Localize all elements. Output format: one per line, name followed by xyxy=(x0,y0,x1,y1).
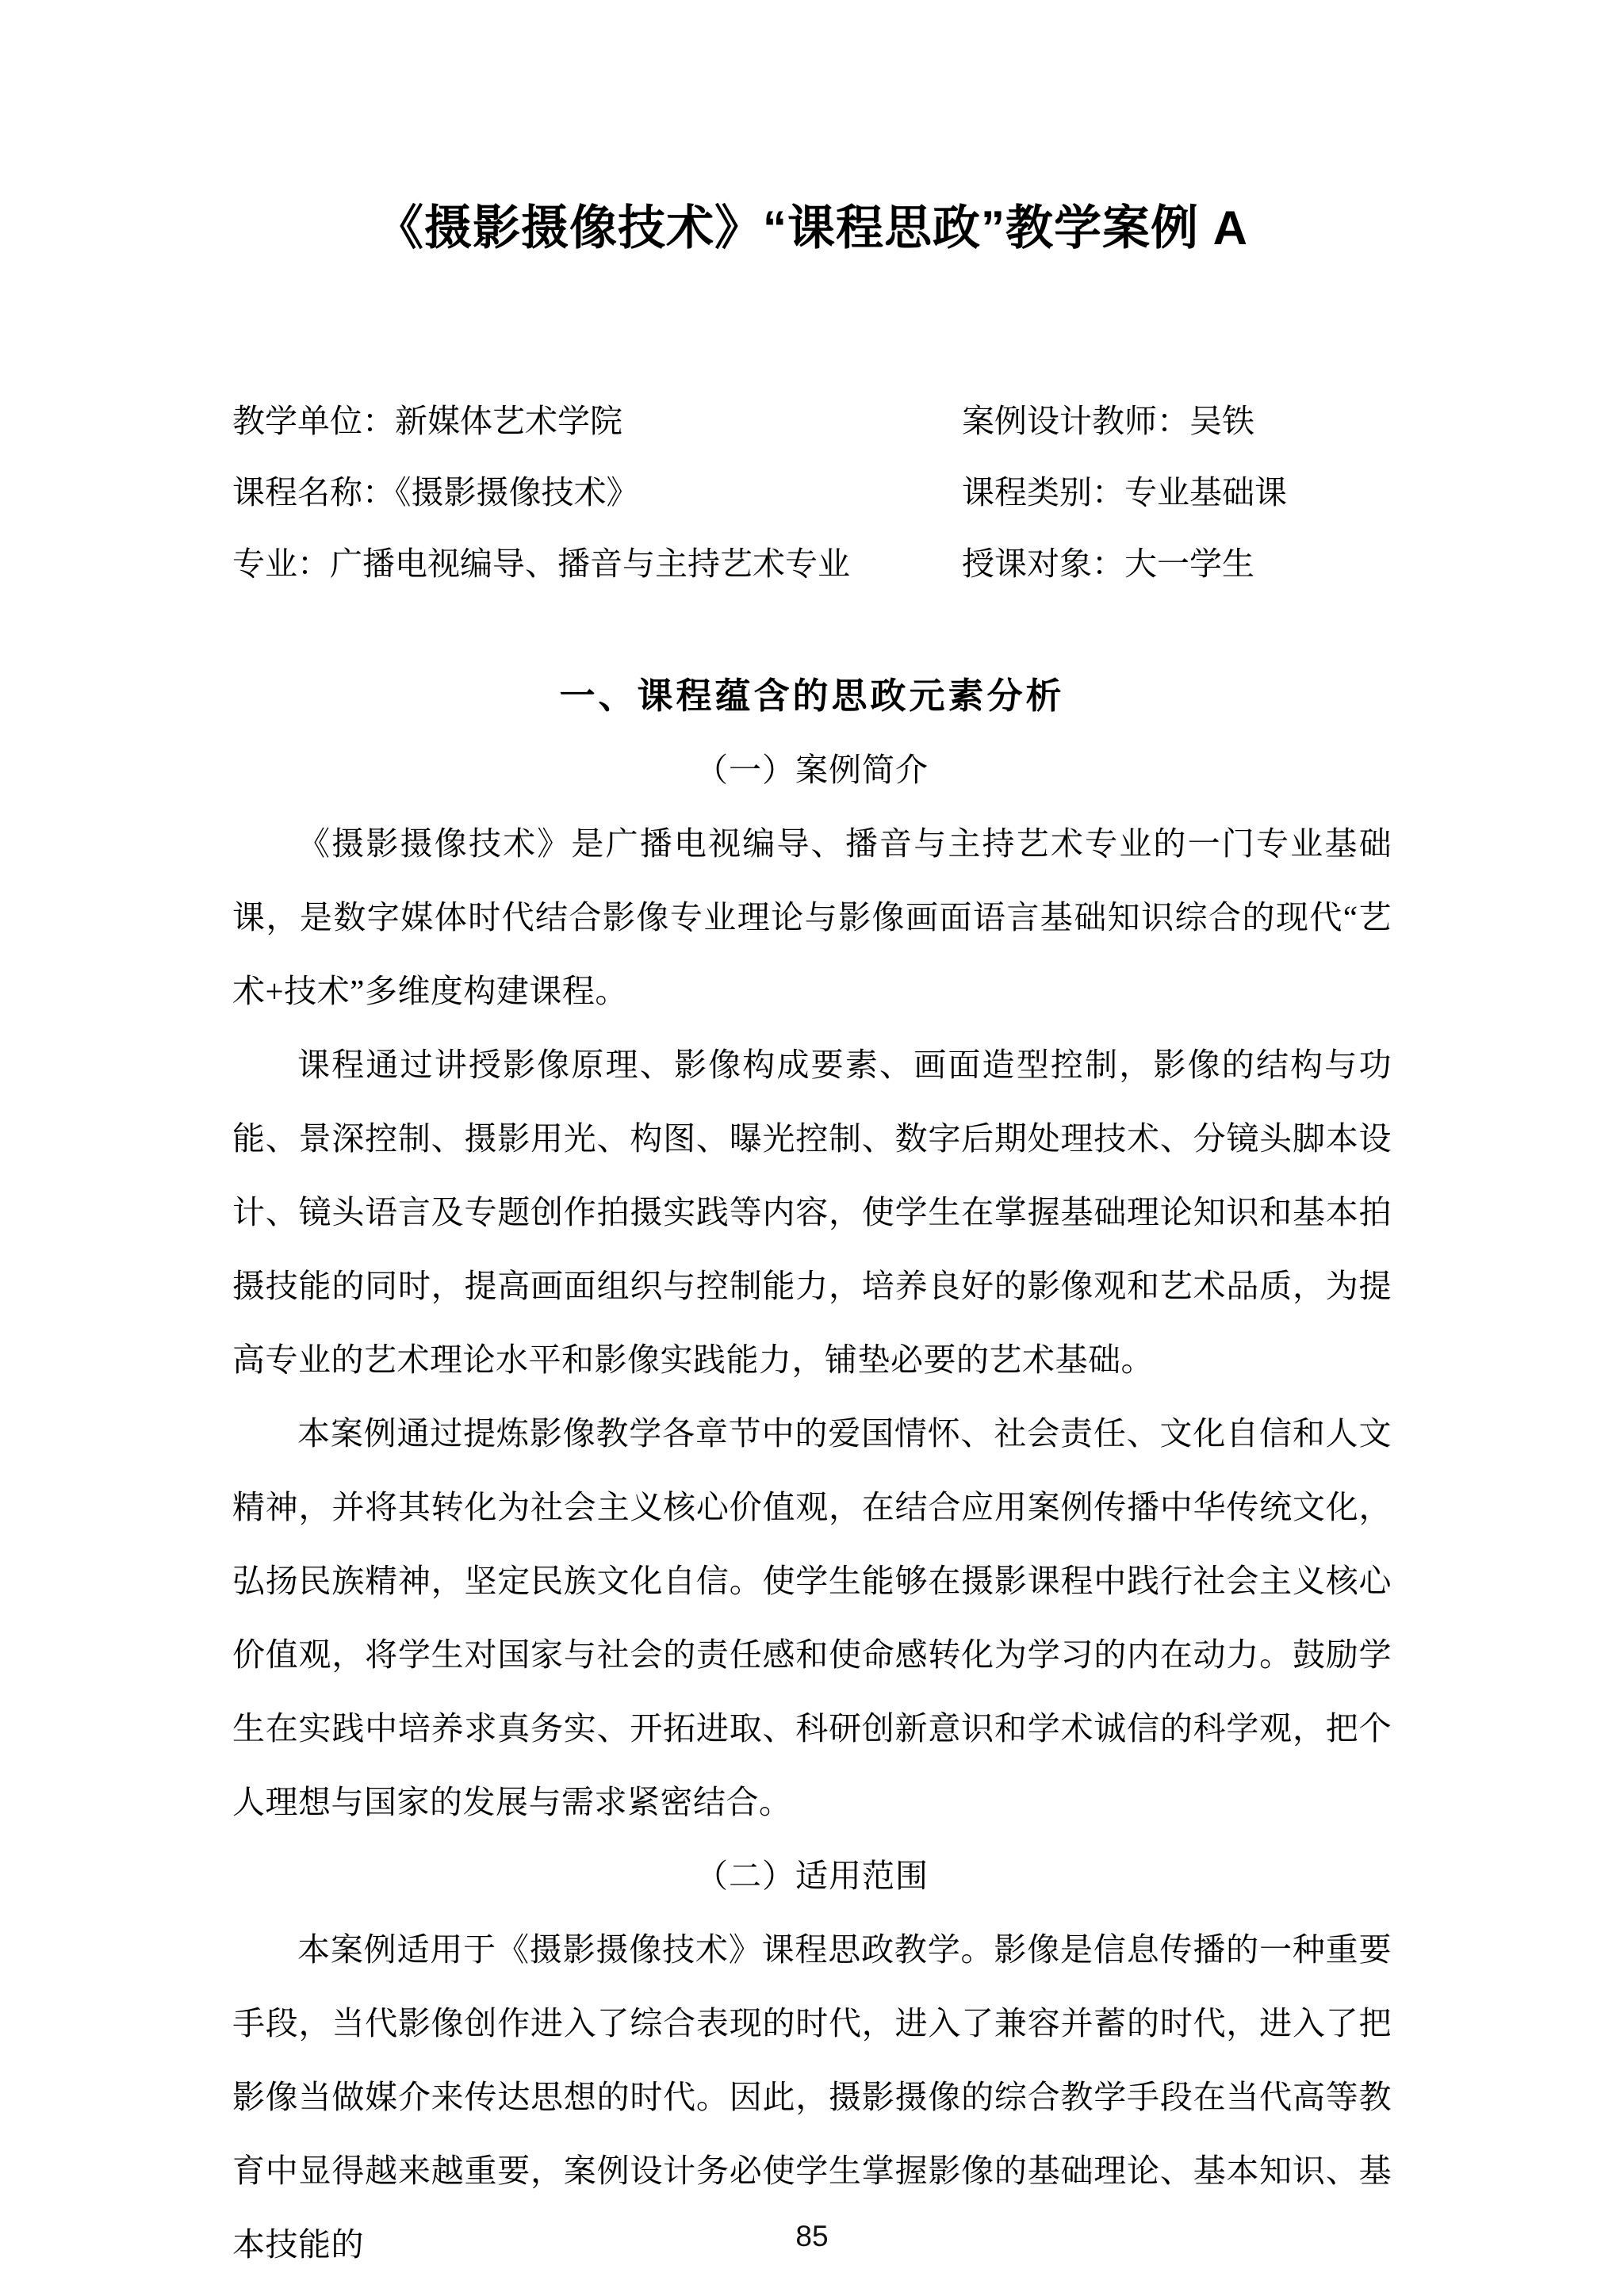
meta-course-category: 课程类别：专业基础课 xyxy=(962,474,1287,511)
page-number: 85 xyxy=(795,2220,829,2252)
subsection-heading-case-intro: （一）案例简介 xyxy=(695,752,929,788)
meta-row-3 xyxy=(232,528,1392,599)
paragraph-case-intro-2: 课程通过讲授影像原理、影像构成要素、画面造型控制，影像的结构与功能、景深控制、摄影用光、构图、曝光控制、数字后期处理技术、分镜头脚本设计、镜头语言及专题创作拍摄实践等内容，使学生在掌握基础理论知识和基本拍摄技能的同时，提高画面组织与控制能力，培养良好的影像观和艺术品质，为提高专业的艺术理论水平和影像实践能力，铺垫必要的艺术基础。 xyxy=(232,1047,1392,1378)
subsection-heading-scope: （二）适用范围 xyxy=(695,1858,929,1894)
paragraph-case-intro-3: 本案例通过提炼影像教学各章节中的爱国情怀、社会责任、文化自信和人文精神，并将其转化为社会主义核心价值观，在结合应用案例传播中华传统文化，弘扬民族精神，坚定民族文化自信。使学生能够在摄影课程中践行社会主义核心价值观，将学生对国家与社会的责任感和使命感转化为学习的内在动力。鼓励学生在实践中培养求真务实、开拓进取、科研创新意识和学术诚信的科学观，把个人理想与国家的发展与需求紧密结合。 xyxy=(232,1415,1392,1820)
section-heading-ideological-elements: 一、课程蕴含的思政元素分析 xyxy=(559,676,1065,716)
meta-course-name: 课程名称：《摄影摄像技术》 xyxy=(232,474,639,511)
paragraph-case-intro-1: 《摄影摄像技术》是广播电视编导、播音与主持艺术专业的一门专业基础课，是数字媒体时代结合影像专业理论与影像画面语言基础知识综合的现代“艺术+技术”多维度构建课程。 xyxy=(232,825,1392,1009)
course-meta-block xyxy=(232,385,1392,599)
paragraph-scope-1: 本案例适用于《摄影摄像技术》课程思政教学。影像是信息传播的一种重要手段，当代影像创作进入了综合表现的时代，进入了兼容并蓄的时代，进入了把影像当做媒介来传达思想的时代。因此，摄影摄像的综合教学手段在当代高等教育中显得越来越重要，案例设计务必使学生掌握影像的基础理论、基本知识、基本技能的 xyxy=(232,1931,1392,2263)
meta-case-designer: 案例设计教师：吴铁 xyxy=(962,403,1254,439)
meta-row-1 xyxy=(232,385,1392,457)
meta-row-2 xyxy=(232,457,1392,528)
meta-teaching-unit: 教学单位：新媒体艺术学院 xyxy=(232,403,622,439)
meta-major: 专业：广播电视编导、播音与主持艺术专业 xyxy=(232,545,850,582)
meta-target-students: 授课对象：大一学生 xyxy=(962,545,1254,582)
document-title: 《摄影摄像技术》“课程思政”教学案例 A xyxy=(376,201,1248,254)
